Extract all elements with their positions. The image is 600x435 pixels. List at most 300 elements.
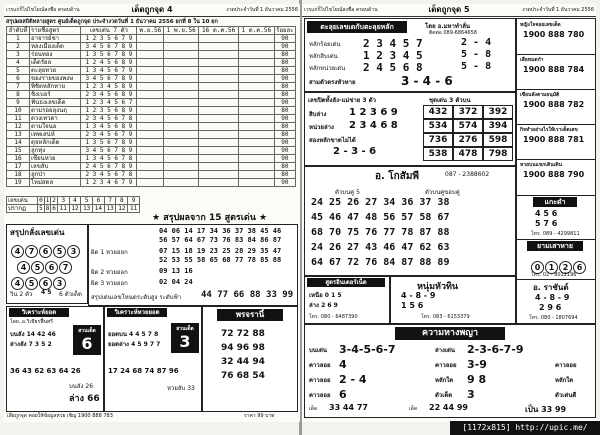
stats-check: [164, 131, 199, 139]
stats-check: [239, 131, 275, 139]
bottom-banner: ความหางพญา: [395, 327, 505, 340]
circled-digit: 5: [53, 245, 66, 258]
stats-check: [137, 59, 164, 67]
stats-check: [199, 51, 239, 59]
stats-check: [199, 99, 239, 107]
main-title: ตะลุยเลขเดกับตะลุยหลัก: [307, 21, 407, 33]
stats-name: เซียนหวย: [29, 155, 81, 163]
stats-no: 11: [7, 115, 30, 123]
stats-pct: 90: [274, 147, 295, 155]
stats-digits: 1 3 4 5 6 8 9: [81, 123, 137, 131]
count-value: 5: [39, 205, 43, 212]
main-sum-value: 3 - 4 - 6: [401, 74, 453, 88]
yod-analysis-box-2: [104, 306, 202, 412]
left-head-note: เวรแก่ก็ไปไขโยณ์ลงชื่อ ครอบด้าน: [6, 7, 80, 13]
bottom-row-value: 6: [339, 388, 347, 401]
left-page: [4, 4, 300, 422]
stats-name: ของรายของพงษ: [29, 75, 81, 83]
bottom-row-extra: หลักใด: [555, 377, 574, 384]
circled-digit: 7: [25, 245, 38, 258]
bottom-row-label-2: หลักใด: [435, 377, 454, 384]
stats-check: [164, 179, 199, 187]
stats-digits: 1 2 4 5 6 8 9: [81, 59, 137, 67]
stats-row: [7, 99, 296, 107]
stats-check: [137, 179, 164, 187]
sec2-line-label: หน่วยล่าง: [309, 124, 334, 131]
stats-check: [199, 147, 239, 155]
bottom-row-extra: คาวลอย: [555, 362, 577, 369]
circled-digit: 6: [39, 245, 52, 258]
formula-phone: โทร. 080 - 6487390: [309, 314, 358, 320]
three-digit-box: [304, 92, 516, 166]
summary-circled-box: [6, 224, 88, 304]
stats-pct: 90: [274, 75, 295, 83]
stats-row: [7, 139, 296, 147]
stats-check: [239, 99, 275, 107]
side-ad-phone: 1900 888 782: [523, 100, 585, 109]
stats-check: [199, 123, 239, 131]
mid-row-3-label: ผิด 1 หวยออก: [91, 249, 128, 256]
count-digit: 6: [93, 197, 105, 205]
summary-banner: ★ สรุปผลจาก 15 สูตรเด่น ★: [152, 213, 268, 223]
right-running-head: [302, 4, 596, 17]
stats-check: [137, 91, 164, 99]
count-value: 14: [93, 205, 105, 213]
stats-digits: 1 3 5 6 7 8 9: [81, 51, 137, 59]
stats-col-header: ร้อยละ: [274, 27, 295, 35]
box3-line-4: 76 68 54: [221, 371, 265, 381]
stats-check: [199, 35, 239, 43]
bottom-row-label-2: คาวลอย: [435, 362, 457, 369]
sec2-line-value: 1 2 3 6 9: [349, 107, 398, 118]
main-sum-label: สามตัวตรงหัวหาย: [309, 79, 356, 86]
box2-line-2: ยอดล่าง 4 5 9 7 7: [108, 341, 161, 348]
stats-check: [164, 147, 199, 155]
stats-check: [137, 123, 164, 131]
stats-pct: 80: [274, 83, 295, 91]
count-digit: 9: [128, 197, 140, 205]
stats-check: [199, 107, 239, 115]
bottom-row-value-2: 2-3-6-7-9: [467, 343, 524, 356]
stats-name: ร่อนทอง: [29, 51, 81, 59]
porn-jaran-box: [202, 306, 298, 412]
count-value: 8: [45, 205, 50, 212]
sec2-line-value: 2 3 4 6 8: [349, 120, 398, 131]
stats-check: [239, 83, 275, 91]
stats-no: 14: [7, 139, 30, 147]
stats-pct: 90: [274, 99, 295, 107]
stats-check: [164, 67, 199, 75]
stats-check: [199, 179, 239, 187]
stats-row: [7, 115, 296, 123]
side-ad-title: เซียนลังตามอนุมัติ: [520, 92, 560, 98]
sec2-grid-cell: 372: [453, 105, 483, 119]
bottom-left-line: 33 44 77: [329, 403, 368, 412]
box2-big-label: สวนเด็ด: [176, 326, 194, 332]
stats-check: [199, 139, 239, 147]
formula-line-1: เหนือ 0 1 5: [309, 292, 342, 299]
sec2-grid-cell: 392: [483, 105, 513, 119]
stats-check: [137, 67, 164, 75]
stats-check: [137, 115, 164, 123]
stats-name: พิชิตหลักหาย: [29, 83, 81, 91]
stats-col-header: 1 ต.ค.56: [239, 27, 275, 35]
stats-digits: 1 3 5 6 7 8 9: [81, 139, 137, 147]
main-row-label: หลักหน่วยเด่น: [309, 65, 346, 72]
side-box3-phone: โทร. 080 - 1807694: [529, 315, 578, 321]
mid-row-2: 56 57 64 67 73 76 83 84 86 87: [159, 236, 282, 244]
box1-big-label: สวนเด็ด: [78, 328, 96, 334]
stats-check: [239, 35, 275, 43]
stats-digits: 2 3 4 5 6 7 8: [81, 115, 137, 123]
box1-bottom: 36 43 62 63 64 26: [10, 367, 81, 375]
side-ad-divider: [517, 124, 595, 125]
stats-check: [137, 99, 164, 107]
stats-pct: 80: [274, 59, 295, 67]
side-ad-title: เสือหมดกำ: [520, 57, 544, 63]
side-ad-title: กิจทำอย่างไรให้เราเด็ดเลข: [520, 127, 578, 133]
stats-row: [7, 179, 296, 187]
left-footer-price: ราคา 99 บาท: [244, 413, 275, 419]
stats-pct: 80: [274, 67, 295, 75]
stats-pct: 90: [274, 139, 295, 147]
stats-no: 6: [7, 75, 30, 83]
stats-row: [7, 67, 296, 75]
stats-no: 18: [7, 171, 30, 179]
bottom-row-extra: ตัวเด่นดี: [555, 392, 577, 399]
mid-row-5-label: ผิด 2 หวยออก: [91, 269, 128, 276]
main-phone: ติดต่อ 089-6864658: [429, 30, 477, 36]
stats-digits: 2 3 4 5 6 7 9: [81, 131, 137, 139]
circled-row-3: [11, 271, 67, 290]
bottom-row-label: คาวลอย: [309, 362, 331, 369]
stats-name: เทพเสน่ห์: [29, 131, 81, 139]
stats-check: [239, 91, 275, 99]
stats-name: เด็ดรัยล: [29, 59, 81, 67]
mid-bottom-value: 44 77 66 88 33 99: [201, 290, 294, 300]
stats-name: ไหม่สดล: [29, 179, 81, 187]
bottom-left-label: เด็ด: [309, 406, 318, 412]
stats-pct: 80: [274, 91, 295, 99]
stats-name: ตะลุยหวย: [29, 67, 81, 75]
stats-name: หลงเมืองเด็ด: [29, 43, 81, 51]
side-ad-divider: [517, 54, 595, 55]
stats-pct: 90: [274, 155, 295, 163]
stats-check: [164, 99, 199, 107]
sec2-line-label: สิบล่าง: [309, 111, 327, 118]
left-running-head: [4, 4, 300, 17]
yod-analysis-box-1: [6, 306, 104, 412]
stats-digits: 1 2 3 4 6 7 9: [81, 179, 137, 187]
box3-title: พรจรานิ์: [217, 309, 283, 321]
count-digit: 7: [104, 197, 116, 205]
stats-check: [239, 43, 275, 51]
nuum-line-2: 1 5 6: [401, 301, 424, 310]
stats-row: [7, 51, 296, 59]
stats-check: [164, 75, 199, 83]
nuum-hua-hin-box: [390, 276, 516, 324]
main-row-right: 5 - 8: [461, 61, 492, 72]
stats-digits: 1 2 3 4 5 8 9: [81, 83, 137, 91]
box1-line-2: ล่างลัง 7 3 5 2: [10, 341, 52, 348]
stats-check: [164, 139, 199, 147]
main-row-right: 2 - 4: [461, 37, 492, 48]
sec2-grid-cell: 534: [423, 119, 453, 133]
stats-check: [239, 163, 275, 171]
side-box3-value1: 4 - 8 - 9: [535, 293, 570, 302]
stats-row: [7, 83, 296, 91]
side-ad-column: [516, 18, 596, 324]
bottom-row-value: 3-4-5-6-7: [339, 343, 396, 356]
circled-digit: 1: [545, 261, 558, 274]
box1-small-1: บนลัง 26: [69, 383, 94, 390]
main-row-right: 5 - 8: [461, 49, 492, 60]
stats-no: 10: [7, 107, 30, 115]
side-box1-phone: โทร. 089 - 4299811: [531, 231, 580, 237]
left-footer: เลียถูกจุด คอยให้ข้อมูลหวย เชิญ 1900 888 783: [7, 413, 113, 419]
stats-digits: 2 4 5 6 7 8 9: [81, 163, 137, 171]
box2-line-1: ยอดบน 4 4 5 7 8: [108, 331, 159, 338]
stats-digits: 3 4 5 6 7 8 9: [81, 147, 137, 155]
circled-digit: 3: [53, 277, 66, 290]
main-row-label: หลักสิบเด่น: [309, 53, 338, 60]
stats-check: [164, 59, 199, 67]
mid-row-3: 07 15 18 19 23 25 28 29 35 47: [159, 247, 282, 255]
stats-check: [239, 107, 275, 115]
box3-line-3: 32 44 94: [221, 357, 265, 367]
circled-digit: 6: [573, 261, 586, 274]
stats-name: อาจารย์ชา: [29, 35, 81, 43]
count-value: 12: [116, 205, 128, 213]
stats-digits: 2 3 4 5 6 7 8: [81, 171, 137, 179]
count-label: เลขเด่น: [7, 197, 38, 205]
bottom-row-label: คาวลอย: [309, 377, 331, 384]
stats-no: 1: [7, 35, 30, 43]
okl-line: 24 26 27 43 46 47 62 63: [311, 242, 450, 253]
bottom-row-value: 4: [339, 358, 347, 371]
stats-check: [164, 155, 199, 163]
bottom-mid-line: 22 44 99: [429, 403, 468, 412]
summary-small-1: วิน 2 ตัว: [10, 291, 33, 298]
stats-row: [7, 131, 296, 139]
okl-header-2: ตัวบนคู่ขอบคู่: [425, 189, 460, 196]
count-value: 13: [81, 205, 93, 213]
stats-check: [137, 163, 164, 171]
stats-check: [199, 75, 239, 83]
stats-name: ตามรอยลุงนฤ: [29, 107, 81, 115]
box2-big-value: 3: [179, 332, 191, 351]
stats-check: [239, 51, 275, 59]
khwam-hang-phaya-box: [304, 324, 596, 418]
stats-check: [199, 67, 239, 75]
circled-digit: 4: [11, 277, 24, 290]
okl-title: อ. โกสัมพี: [375, 171, 419, 182]
side-ad-phone: 1900 888 780: [523, 30, 585, 39]
right-head-note: เวรแก่ก็ไปไขโยณ์ลงชื่อ ครอบด้าน: [304, 7, 378, 13]
stats-check: [239, 59, 275, 67]
box3-line-2: 94 96 98: [221, 343, 265, 353]
stats-check: [199, 155, 239, 163]
sec2-line-label: สองหลักขาดไม่ได้: [309, 137, 356, 144]
stats-digits: 3 4 5 6 7 8 9: [81, 75, 137, 83]
okosampee-box: [304, 166, 516, 276]
count-digit: 1: [45, 197, 50, 204]
stats-check: [239, 115, 275, 123]
stats-check: [164, 91, 199, 99]
stats-no: 15: [7, 147, 30, 155]
bottom-row-value: 2 - 4: [339, 373, 367, 386]
mid-row-1: 04 06 14 17 34 36 37 38 45 46: [159, 227, 282, 235]
sec2-grid-cell: 598: [483, 133, 513, 147]
stats-pct: 90: [274, 115, 295, 123]
stats-check: [239, 139, 275, 147]
right-head-title: เด็ดถูกจุด 5: [428, 5, 470, 14]
stats-no: 13: [7, 131, 30, 139]
left-head-title: เด็ดถูกจุด 4: [131, 5, 173, 14]
stats-name: ฟันธงเลขเด็ด: [29, 99, 81, 107]
sec2-mid: ชุดเด่น 3 ตัวบน: [429, 97, 471, 104]
count-value: 11: [128, 205, 140, 213]
stats-no: 3: [7, 51, 30, 59]
side-ad-phone: 1900 888 781: [523, 135, 585, 144]
stats-check: [164, 51, 199, 59]
stats-name: ตามใจนอ: [29, 123, 81, 131]
box1-title: วิเคราะห์ยอด: [9, 308, 69, 317]
stats-row: [7, 35, 296, 43]
main-author: โดย อ.มหาทำลั่น: [425, 23, 470, 30]
stats-pct: 80: [274, 131, 295, 139]
stats-check: [199, 171, 239, 179]
stats-check: [164, 123, 199, 131]
count-digit: 3: [57, 197, 69, 205]
circled-digit: 5: [25, 277, 38, 290]
stats-row: [7, 59, 296, 67]
stats-digits: 3 4 5 6 7 8 9: [81, 43, 137, 51]
side-ad-phone: 1900 888 784: [523, 65, 585, 74]
stats-check: [137, 43, 164, 51]
count-label-2: ปรากฏ: [7, 205, 38, 213]
box3-line-1: 72 72 88: [221, 329, 265, 339]
stats-no: 8: [7, 91, 30, 99]
sec2-grid-cell: 432: [423, 105, 453, 119]
stats-row: [7, 91, 296, 99]
stats-check: [137, 155, 164, 163]
stats-pct: 90: [274, 43, 295, 51]
circled-digit: 0: [531, 261, 544, 274]
main-row-value: 1 2 3 4 5: [363, 49, 423, 62]
stats-digits: 2 3 4 5 6 8 9: [81, 91, 137, 99]
main-row-label: หลักร้อยเด่น: [309, 41, 341, 48]
count-value: 12: [69, 205, 81, 213]
count-digit: 0: [39, 197, 43, 204]
summary-small-2: 4 5: [41, 289, 52, 296]
box1-sub: โดย..อ.วิเชียรฟื้นศรี: [10, 319, 53, 325]
stats-digits: 1 2 3 5 6 8 9: [81, 107, 137, 115]
okl-line: 68 70 75 76 77 78 87 88: [311, 227, 450, 238]
stats-check: [199, 91, 239, 99]
stats-check: [239, 67, 275, 75]
left-head-date: งวดประจำวันที่ 1 ธันวาคม 2556: [226, 7, 298, 13]
stats-no: 19: [7, 179, 30, 187]
side-box3-title: อ. ราชันต์: [533, 283, 569, 292]
stats-header: สรุปผลสถิติหลายสูตร ศูนย์เด็ดถูกจุด ประจำงวดวันที่ 1 ธันวาคม 2556 ยกที่ 8 ใน 10 ยก: [6, 19, 218, 25]
side-ad-title: หญิงใจจอยเลขเด็ด: [520, 22, 561, 28]
stats-pct: 80: [274, 107, 295, 115]
stats-pct: 90: [274, 35, 295, 43]
stats-no: 5: [7, 67, 30, 75]
right-head-date: งวดประจำวันที่ 1 ธันวาคม 2556: [522, 7, 594, 13]
mid-row-6: 02 04 24: [159, 278, 193, 286]
formula-title: สูตรอินเตอร์เน็ต: [307, 278, 385, 287]
stats-check: [137, 107, 164, 115]
bottom-row-value-2: 9 8: [467, 373, 487, 386]
box1-small-2: ล่าง 66: [69, 394, 100, 404]
mid-row-4: 52 53 55 58 65 68 77 78 85 88: [159, 256, 282, 264]
sec2-grid-cell: 478: [453, 147, 483, 161]
side-ad-divider: [517, 89, 595, 90]
stats-check: [199, 43, 239, 51]
stats-check: [239, 75, 275, 83]
stats-col-header: 16 ต.ค.56: [199, 27, 239, 35]
count-value: 13: [104, 205, 116, 213]
bottom-row-label-2: ตัวเด็ด: [435, 392, 453, 399]
circled-digit: 6: [45, 261, 58, 274]
sec2-grid-cell: 798: [483, 147, 513, 161]
count-digit: 2: [52, 197, 56, 204]
side-box3-value2: 2 9 6: [539, 303, 562, 312]
side-ad-title: หวยบนแขกเดินเดิน: [520, 162, 563, 168]
okl-phone: 087 - 2388602: [445, 171, 490, 178]
right-page: [302, 4, 596, 422]
summary-box-title: สรุปกลั่งเลขเด่น: [10, 228, 65, 237]
stats-check: [137, 147, 164, 155]
sec2-grid-cell: 538: [423, 147, 453, 161]
analysis-number-box: [88, 224, 298, 306]
stats-no: 2: [7, 43, 30, 51]
circled-digit: 4: [11, 245, 24, 258]
side-box1-value2: 5 7 6: [535, 219, 558, 228]
stats-name: ดวงเทวดา: [29, 115, 81, 123]
main-row-value: 2 3 4 5 7: [363, 37, 423, 50]
stats-check: [164, 115, 199, 123]
stats-name: ลูกทุ่ง: [29, 147, 81, 155]
box2-big: [171, 323, 199, 353]
stats-row: [7, 75, 296, 83]
stats-check: [164, 83, 199, 91]
circled-digit: 2: [559, 261, 572, 274]
stats-digits: 1 2 3 4 5 6 7: [81, 99, 137, 107]
stats-no: 9: [7, 99, 30, 107]
circled-digit: 4: [17, 261, 30, 274]
stats-check: [137, 171, 164, 179]
stats-check: [137, 83, 164, 91]
stats-check: [164, 107, 199, 115]
count-value: 6: [52, 205, 56, 212]
stats-check: [199, 59, 239, 67]
count-row-digits: [7, 197, 140, 205]
stats-no: 16: [7, 155, 30, 163]
nuum-line-1: 4 - 8 - 9: [401, 291, 436, 300]
stats-pct: 80: [274, 123, 295, 131]
stats-col-header: 1 พ.ย.56: [164, 27, 199, 35]
stats-no: 4: [7, 59, 30, 67]
stats-pct: 80: [274, 51, 295, 59]
box1-big: [73, 325, 101, 355]
stats-digits: 1 3 4 5 6 7 9: [81, 67, 137, 75]
nuum-title: หนุ่มหัวทิน: [417, 282, 459, 292]
count-digit: 8: [116, 197, 128, 205]
bottom-row-value-2: 3-9: [467, 358, 487, 371]
